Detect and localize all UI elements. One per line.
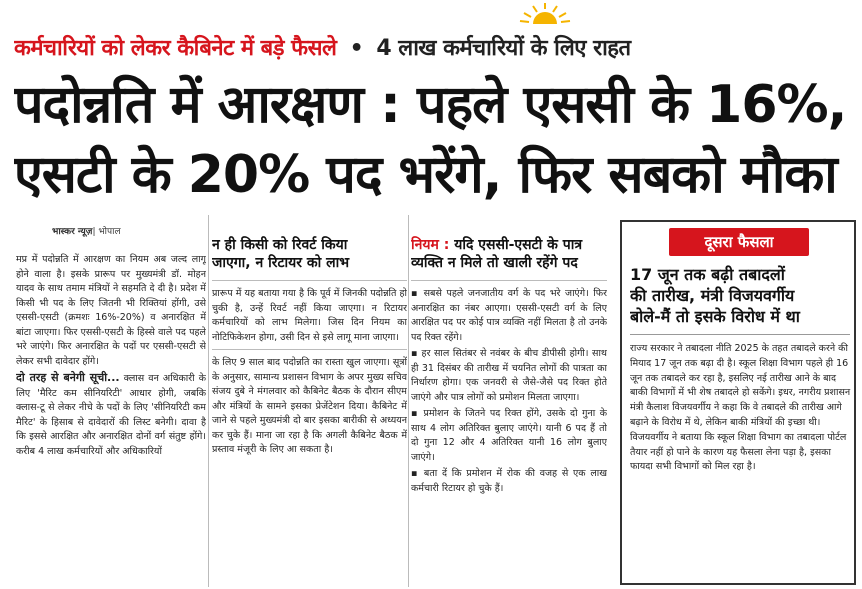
subhead-line: न ही किसी को रिवर्ट किया (212, 237, 348, 253)
bullet-item: ▪ प्रमोशन के जितने पद रिक्त होंगे, उसके दो गुना के साथ 4 लोग अतिरिक्त बुलाए जाएंगे। यानी 6 पद हैं तो दो गुना 12 और 4 अतिरिक्त यानी 16 लोग बुलाए जाएंगे। (411, 408, 607, 463)
divider (411, 280, 607, 281)
box-title-line: बोले-मैं तो इसके विरोध में था (630, 307, 800, 326)
column-subhead (212, 236, 407, 272)
section-badge: दूसरा फैसला (669, 228, 809, 256)
subhead-line: व्यक्ति न मिले तो खाली रहेंगे पद (411, 255, 578, 271)
subhead-line: जाएगा, न रिटायर को लाभ (212, 255, 350, 271)
article-column-1 (16, 253, 206, 583)
subhead-label: नियम : (411, 237, 450, 253)
paragraph: मप्र में पदोन्नति में आरक्षण का नियम अब जल्द लागू होने वाला है। इसके प्रारूप पर मुख्यमंत्री डॉ. मोहन यादव के साथ तमाम मंत्रियों ने सहमति दे दी है। प्रदेश में किसी भी पद के लिए जितनी भी रिक्तियां होंगी, उसे एससी-एसटी (क्रमशः 16%-20%) व अनारक्षित में बांटा जाएगा। फिर एससी-एसटी के हिस्से वाले पद पहले भरे जाएंगे। फिर अनारक्षित के पदों पर एससी-एसटी से लेकर सभी दावेदार होंगे। (16, 254, 206, 367)
box-title (630, 264, 852, 327)
kicker-right: 4 लाख कर्मचारियों के लिए राहत (376, 36, 631, 61)
box-title-line: की तारीख, मंत्री विजयवर्गीय (630, 286, 795, 305)
sun-ornament (515, 2, 575, 24)
kicker-left: कर्मचारियों को लेकर कैबिनेट में बड़े फैसले (14, 36, 337, 61)
divider (630, 334, 850, 335)
column-divider (208, 215, 209, 587)
inline-subhead: दो तरह से बनेगी सूची... (16, 371, 120, 384)
headline (14, 70, 854, 210)
bullet-item: ▪ सबसे पहले जनजातीय वर्ग के पद भरे जाएंगे। फिर अनारक्षित का नंबर आएगा। एससी-एसटी वर्ग के लिए आरक्षित पद पर कोई पात्र व्यक्ति नहीं मिलता है तो उनके पद रिक्त रहेंगे। (411, 288, 607, 343)
second-decision-box (620, 220, 856, 585)
subhead-line: यदि एससी-एसटी के पात्र (449, 237, 583, 253)
kicker-separator: • (349, 36, 364, 61)
bullet-item: ▪ हर साल सितंबर से नवंबर के बीच डीपीसी होगी। साथ ही 31 दिसंबर की तारीख में चयनित लोगों की पात्रता का निर्धारण होगा। एक जनवरी से जैसे-जैसे पद रिक्त होते जाएंगे और पात्र लोगों को प्रमोशन मिलता जाएगा। (411, 348, 607, 403)
divider (212, 280, 407, 281)
byline-source: भास्कर न्यूज़ (52, 227, 93, 237)
byline-place: | भोपाल (92, 227, 121, 237)
paragraph: प्रारूप में यह बताया गया है कि पूर्व में जिनकी पदोन्नति हो चुकी है, उन्हें रिवर्ट नहीं किया जाएगा। न रिटायर कर्मचारियों को लाभ मिलेगा। जिस दिन नियम का नोटिफिकेशन होगा, उसी दिन से इसे लागू माना जाएगा। (212, 288, 407, 343)
paragraph-text: क्लास वन अधिकारी के लिए 'मैरिट कम सीनियरिटी' आधार होगी, जबकि क्लास-टू से लेकर नीचे के पदों के लिए 'सीनियरिटी कम मैरिट' के हिसाब से दावेदारों की लिस्ट बनेगी। दावा है कि इससे आरक्षित और अनारक्षित दोनों वर्ग संतुष्ट होंगे। करीब 4 लाख कर्मचारियों और अधिकारियों (16, 373, 206, 457)
byline (52, 224, 121, 237)
article-column-2 (212, 236, 407, 583)
kicker (14, 32, 854, 64)
column-subhead (411, 236, 607, 272)
headline-line-1: पदोन्नति में आरक्षण : पहले एससी के 16%, (14, 75, 847, 135)
headline-line-2: एसटी के 20% पद भरेंगे, फिर सबको मौका (14, 145, 837, 205)
divider (212, 349, 407, 350)
box-title-line: 17 जून तक बढ़ी तबादलों (630, 265, 785, 284)
paragraph: के लिए 9 साल बाद पदोन्नति का रास्ता खुल जाएगा। सूत्रों के अनुसार, सामान्य प्रशासन विभाग के अपर मुख्य सचिव संजय दुबे ने मंगलवार को कैबिनेट बैठक के दौरान सीएम और मंत्रियों के सामने इसका प्रेजेंटेशन दिया। कैबिनेट में जाने से पहले मुख्यमंत्री दो बार इसका बारीकी से अध्ययन कर चुके हैं। माना जा रहा है कि अगली कैबिनेट बैठक में प्रस्ताव मंजूरी के लिए आ सकता है। (212, 357, 407, 455)
article-column-3 (411, 236, 607, 583)
column-divider (408, 215, 409, 587)
box-body: राज्य सरकार ने तबादला नीति 2025 के तहत तबादले करने की मियाद 17 जून तक बढ़ा दी है। स्कूल शिक्षा विभाग पहले ही 16 जून तक तबादले कर रहा है, इसलिए नई तारीख आने के बाद बाकी विभागों में भी शेष तबादले हो सकेंगे। इधर, नगरीय प्रशासन मंत्री कैलाश विजयवर्गीय ने कहा कि वे तबादले की तारीख आगे बढ़ाने के विरोध में थे, लेकिन बाकी मंत्रियों की इच्छा थी। विजयवर्गीय ने बताया कि स्कूल शिक्षा विभाग का तबादला पोर्टल तैयार नहीं हो पाने के कारण यह फैसला लेना पड़ा है, इसका फायदा सभी विभागों को मिल रहा है। (630, 343, 851, 473)
bullet-item: ▪ बता दें कि प्रमोशन में रोक की वजह से एक लाख कर्मचारी रिटायर हो चुके हैं। (411, 468, 607, 494)
paragraph (16, 371, 206, 459)
